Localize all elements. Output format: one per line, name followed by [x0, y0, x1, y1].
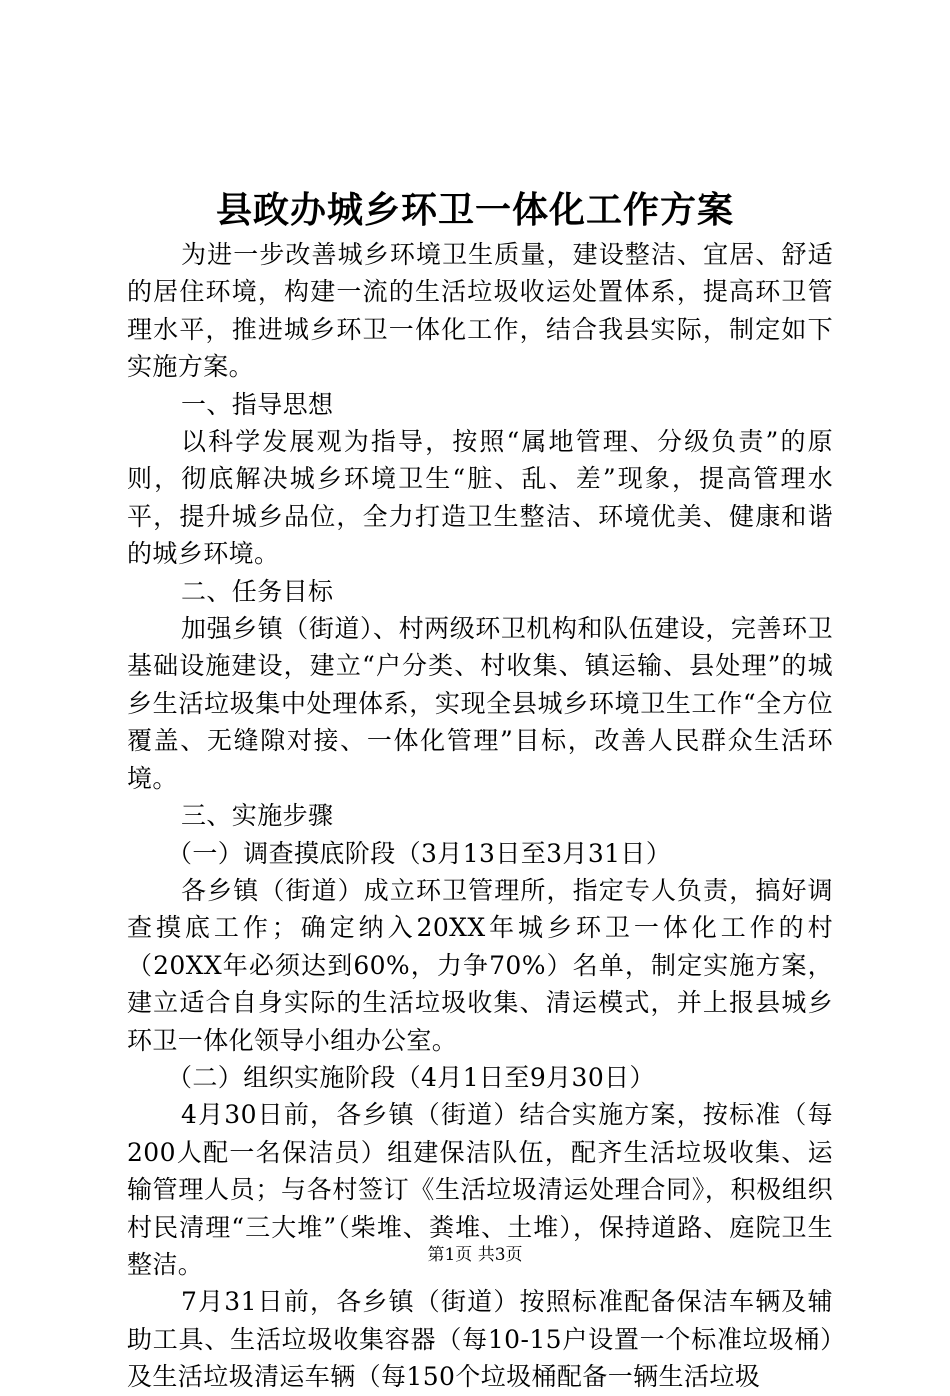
document-title: 县政办城乡环卫一体化工作方案 [215, 189, 734, 231]
paragraph: 一、指导思想 [181, 389, 334, 419]
paragraph: 加强乡镇（街道）、村两级环卫机构和队伍建设，完善环卫基础设施建设，建立“户分类、村收集、镇运输、县处理”的城乡生活垃圾集中处理体系，实现全县城乡环境卫生工作“全方位覆盖、无缝隙对接、一体化管理”目标，改善人民群众生活环境。 [127, 614, 833, 793]
paragraph: 7月31日前，各乡镇（街道）按照标准配备保洁车辆及辅助工具、生活垃圾收集容器（每10-15户设置一个标准垃圾桶）及生活垃圾清运车辆（每150个垃圾桶配备一辆生活垃圾 [127, 1287, 833, 1392]
paragraph: 三、实施步骤 [181, 801, 334, 831]
paragraph: 以科学发展观为指导，按照“属地管理、分级负责”的原则，彻底解决城乡环境卫生“脏、乱、差”现象，提高管理水平，提升城乡品位，全力打造卫生整洁、环境优美、健康和谐的城乡环境。 [127, 427, 833, 569]
paragraph: 为进一步改善城乡环境卫生质量，建设整洁、宜居、舒适的居住环境，构建一流的生活垃圾收运处置体系，提高环卫管理水平，推进城乡环卫一体化工作，结合我县实际，制定如下实施方案。 [127, 240, 833, 382]
paragraph: （二）组织实施阶段（4月1日至9月30日） [167, 1062, 655, 1092]
paragraph: （一）调查摸底阶段（3月13日至3月31日） [167, 838, 672, 868]
paragraph: 各乡镇（街道）成立环卫管理所，指定专人负责，搞好调查摸底工作；确定纳入20XX年城乡环卫一体化工作的村（20XX年必须达到60%，力争70%）名单，制定实施方案，建立适合自身实际的生活垃圾收集、清运模式，并上报县城乡环卫一体化领导小组办公室。 [127, 875, 833, 1055]
document-body [127, 236, 833, 1396]
paragraph: 二、任务目标 [181, 576, 334, 606]
page-footer: 第1页 共3页 [427, 1245, 523, 1265]
paragraph: 4月30日前，各乡镇（街道）结合实施方案，按标准（每200人配一名保洁员）组建保洁队伍，配齐生活垃圾收集、运输管理人员；与各村签订《生活垃圾清运处理合同》，积极组织村民清理“三大堆”（柴堆、粪堆、土堆），保持道路、庭院卫生整洁。 [127, 1100, 833, 1279]
